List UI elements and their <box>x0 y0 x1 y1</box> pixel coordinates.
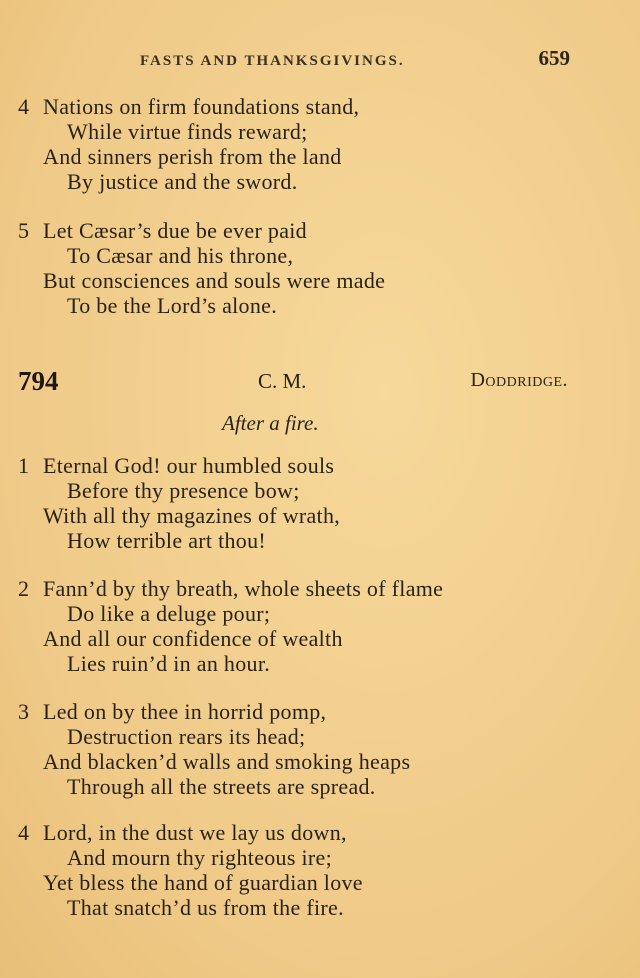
verse-line: And all our confidence of wealth <box>43 626 343 651</box>
verse-line: Nations on firm foundations stand, <box>43 94 360 119</box>
verse-line: Led on by thee in horrid pomp, <box>43 699 327 724</box>
verse-line: Yet bless the hand of guardian love <box>43 870 363 895</box>
verse-line: And blacken’d walls and smoking heaps <box>43 749 411 774</box>
header-title: FASTS AND THANKSGIVINGS. <box>140 53 405 69</box>
verse-line: Eternal God! our humbled souls <box>43 453 335 478</box>
hymn-header <box>18 366 568 396</box>
verse-line: Destruction rears its head; <box>67 724 306 749</box>
verse-line: With all thy magazines of wrath, <box>43 503 341 528</box>
verse-line: Before thy presence bow; <box>67 478 300 503</box>
stanza-number: 5 <box>18 218 30 243</box>
verse-line: Lord, in the dust we lay us down, <box>43 820 347 845</box>
verse-line: And mourn thy righteous ire; <box>67 845 333 870</box>
verse-line: That snatch’d us from the fire. <box>67 895 344 920</box>
running-header <box>140 46 570 71</box>
verse-line: While virtue finds reward; <box>67 119 308 144</box>
verse-line: Do like a deluge pour; <box>67 601 271 626</box>
hymn-meter: C. M. <box>258 369 307 393</box>
verse-line: Let Cæsar’s due be ever paid <box>43 218 307 243</box>
page-number: 659 <box>538 46 570 70</box>
stanza-number: 1 <box>18 453 30 478</box>
verse-line: Fann’d by thy breath, whole sheets of flame <box>43 576 444 601</box>
verse-line: But consciences and souls were made <box>43 268 386 293</box>
hymn-number: 794 <box>18 366 59 396</box>
stanza-number: 4 <box>18 94 30 119</box>
stanza-number: 2 <box>18 576 30 601</box>
verse-line: To be the Lord’s alone. <box>67 293 278 318</box>
hymn-subtitle: After a fire. <box>222 411 319 435</box>
verse-line: Lies ruin’d in an hour. <box>67 651 271 676</box>
verse-line: And sinners perish from the land <box>43 144 342 169</box>
stanza-number: 3 <box>18 699 30 724</box>
verse-line: Through all the streets are spread. <box>67 774 376 799</box>
hymn-author: Doddridge. <box>470 369 568 391</box>
verse-line: By justice and the sword. <box>67 169 298 194</box>
stanza-number: 4 <box>18 820 30 845</box>
verse-line: To Cæsar and his throne, <box>67 243 294 268</box>
verse-line: How terrible art thou! <box>67 528 267 553</box>
